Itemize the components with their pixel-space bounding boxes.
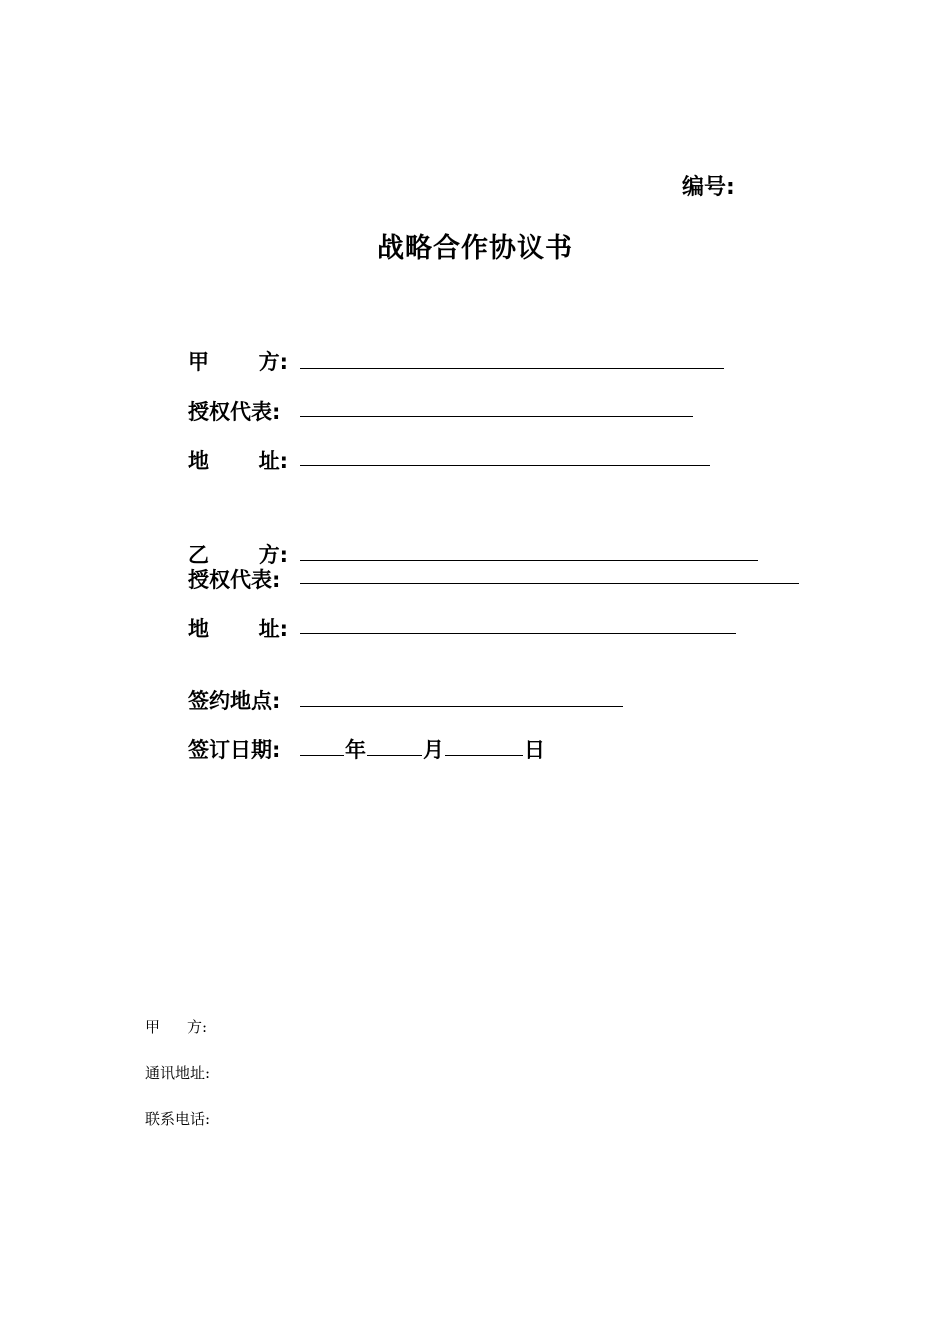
- party-a-address-label-char1: 地: [188, 449, 209, 473]
- party-a-address-field[interactable]: [300, 465, 710, 466]
- footer-party-label-char2: 方:: [186, 1018, 207, 1036]
- party-a-rep-field[interactable]: [300, 416, 693, 417]
- signing-place-field[interactable]: [300, 706, 623, 707]
- party-b-name-field[interactable]: [300, 560, 758, 561]
- party-b-rep-label-text: 授权代表:: [188, 568, 281, 592]
- signing-year-char: 年: [345, 738, 366, 762]
- serial-number-label: 编号:: [682, 175, 735, 200]
- party-a-name-label: [188, 346, 288, 376]
- signing-day-field[interactable]: [445, 755, 523, 756]
- party-a-rep-label-text: 授权代表:: [188, 400, 281, 424]
- signing-place-label-text: 签约地点:: [188, 689, 281, 713]
- signing-month-char: 月: [423, 738, 444, 762]
- party-a-rep-label: [188, 396, 288, 426]
- party-a-name-field[interactable]: [300, 368, 724, 369]
- signing-place-label: [188, 685, 288, 715]
- party-a-name-label-char2: 方:: [258, 350, 288, 374]
- party-a-address-label-char2: 址:: [258, 449, 288, 473]
- party-b-address-label-char2: 址:: [258, 617, 288, 641]
- party-b-name-label-char1: 乙: [188, 543, 209, 567]
- party-b-rep-field[interactable]: [300, 583, 799, 584]
- signing-year-field[interactable]: [300, 755, 344, 756]
- footer-phone-label: 联系电话:: [145, 1110, 211, 1128]
- footer-party-label: [145, 1016, 207, 1037]
- signing-month-field[interactable]: [367, 755, 422, 756]
- signing-date-label: [188, 734, 288, 764]
- party-b-address-label: [188, 613, 288, 643]
- party-b-name-label-char2: 方:: [258, 543, 288, 567]
- party-b-rep-label: [188, 564, 288, 594]
- footer-party-label-char1: 甲: [145, 1018, 161, 1036]
- document-title: 战略合作协议书: [377, 233, 573, 264]
- party-a-name-label-char1: 甲: [188, 350, 209, 374]
- party-a-address-label: [188, 445, 288, 475]
- signing-day-char: 日: [524, 738, 545, 762]
- signing-date-label-text: 签订日期:: [188, 738, 281, 762]
- footer-address-label: 通讯地址:: [145, 1064, 211, 1082]
- party-b-address-label-char1: 地: [188, 617, 209, 641]
- party-b-address-field[interactable]: [300, 633, 736, 634]
